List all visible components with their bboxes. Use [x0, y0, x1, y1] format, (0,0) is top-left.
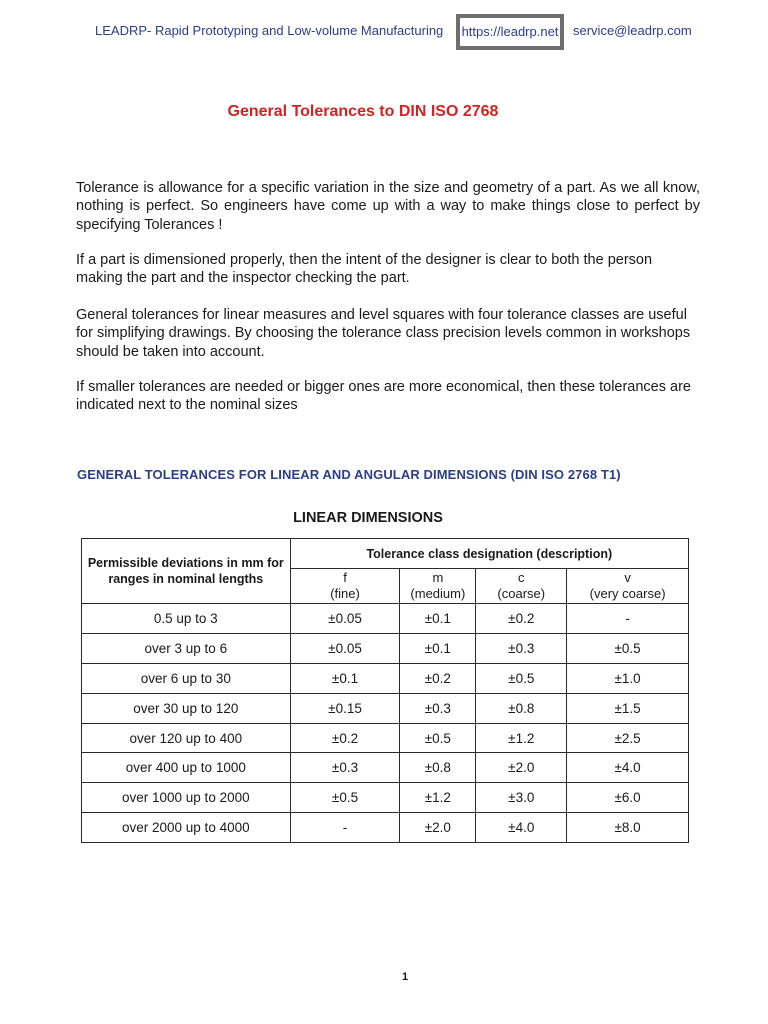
class-code: m — [432, 570, 444, 585]
class-code: f — [343, 570, 347, 585]
intro-paragraph-2: If a part is dimensioned properly, then the intent of the designer is clear to both the person making the part and the inspector checking the part. — [76, 252, 653, 287]
value-cell-f: ±0.2 — [290, 723, 400, 753]
value-cell-c: ±0.2 — [476, 604, 567, 634]
range-cell: over 400 up to 1000 — [82, 753, 291, 783]
value-cell-c: ±1.2 — [476, 723, 567, 753]
tolerance-table — [81, 538, 689, 843]
value-cell-m: ±1.2 — [400, 783, 476, 813]
value-cell-f: ±0.5 — [290, 783, 400, 813]
value-cell-v: ±1.5 — [567, 693, 689, 723]
class-description: (very coarse) — [589, 586, 666, 601]
value-cell-f: ±0.3 — [290, 753, 400, 783]
value-cell-c: ±0.5 — [476, 663, 567, 693]
value-cell-m: ±0.3 — [400, 693, 476, 723]
range-cell: 0.5 up to 3 — [82, 604, 291, 634]
value-cell-v: ±2.5 — [567, 723, 689, 753]
class-group-header: Tolerance class designation (description) — [290, 539, 688, 569]
table-title: LINEAR DIMENSIONS — [293, 510, 443, 526]
header-website-link[interactable]: https://leadrp.net — [456, 14, 564, 50]
range-cell: over 2000 up to 4000 — [82, 813, 291, 843]
value-cell-v: ±6.0 — [567, 783, 689, 813]
value-cell-f: ±0.05 — [290, 604, 400, 634]
range-column-header: Permissible deviations in mm for ranges in nominal lengths — [82, 539, 291, 604]
range-cell: over 30 up to 120 — [82, 693, 291, 723]
value-cell-m: ±2.0 — [400, 813, 476, 843]
page-header — [0, 14, 768, 50]
range-cell: over 120 up to 400 — [82, 723, 291, 753]
value-cell-v: ±4.0 — [567, 753, 689, 783]
value-cell-c: ±0.8 — [476, 693, 567, 723]
table-row — [82, 783, 689, 813]
table-row — [82, 723, 689, 753]
class-description: (coarse) — [497, 586, 546, 601]
value-cell-v: ±1.0 — [567, 663, 689, 693]
class-header-c — [476, 569, 567, 604]
value-cell-m: ±0.5 — [400, 723, 476, 753]
range-cell: over 6 up to 30 — [82, 663, 291, 693]
value-cell-m: ±0.2 — [400, 663, 476, 693]
table-row — [82, 813, 689, 843]
value-cell-c: ±2.0 — [476, 753, 567, 783]
table-header-row — [82, 539, 689, 569]
value-cell-v: - — [567, 604, 689, 634]
class-header-v — [567, 569, 689, 604]
intro-paragraph-1: Tolerance is allowance for a specific variation in the size and geometry of a part. As we all know, nothing is perfect. So engineers have come up with a way to make things close to perfect by specifying Tolerances ! — [76, 180, 700, 233]
value-cell-f: ±0.05 — [290, 633, 400, 663]
class-description: (medium) — [410, 586, 466, 601]
header-company-name: LEADRP- Rapid Prototyping and Low-volume Manufacturing — [95, 23, 444, 38]
document-title: General Tolerances to DIN ISO 2768 — [227, 103, 499, 120]
value-cell-c: ±4.0 — [476, 813, 567, 843]
table-row — [82, 693, 689, 723]
section-heading: GENERAL TOLERANCES FOR LINEAR AND ANGULAR DIMENSIONS (DIN ISO 2768 T1) — [77, 467, 621, 482]
value-cell-m: ±0.1 — [400, 604, 476, 634]
class-header-m — [400, 569, 476, 604]
table-row — [82, 633, 689, 663]
page-number: 1 — [401, 971, 409, 983]
value-cell-c: ±3.0 — [476, 783, 567, 813]
value-cell-m: ±0.8 — [400, 753, 476, 783]
range-cell: over 1000 up to 2000 — [82, 783, 291, 813]
value-cell-c: ±0.3 — [476, 633, 567, 663]
class-code: v — [624, 570, 631, 585]
table-row — [82, 753, 689, 783]
value-cell-f: - — [290, 813, 400, 843]
value-cell-v: ±0.5 — [567, 633, 689, 663]
value-cell-f: ±0.1 — [290, 663, 400, 693]
value-cell-m: ±0.1 — [400, 633, 476, 663]
intro-paragraph-4: If smaller tolerances are needed or bigger ones are more economical, then these tolerances are indicated next to the nominal sizes — [76, 379, 691, 414]
range-cell: over 3 up to 6 — [82, 633, 291, 663]
table-row — [82, 663, 689, 693]
header-email-link[interactable]: service@leadrp.com — [573, 23, 692, 38]
table-row — [82, 604, 689, 634]
value-cell-f: ±0.15 — [290, 693, 400, 723]
class-description: (fine) — [330, 586, 360, 601]
value-cell-v: ±8.0 — [567, 813, 689, 843]
class-code: c — [518, 570, 525, 585]
intro-paragraph-3: General tolerances for linear measures and level squares with four tolerance classes are useful for simplifying drawings. By choosing the tolerance class precision levels common in workshops should be taken into account. — [76, 307, 691, 360]
class-header-f — [290, 569, 400, 604]
